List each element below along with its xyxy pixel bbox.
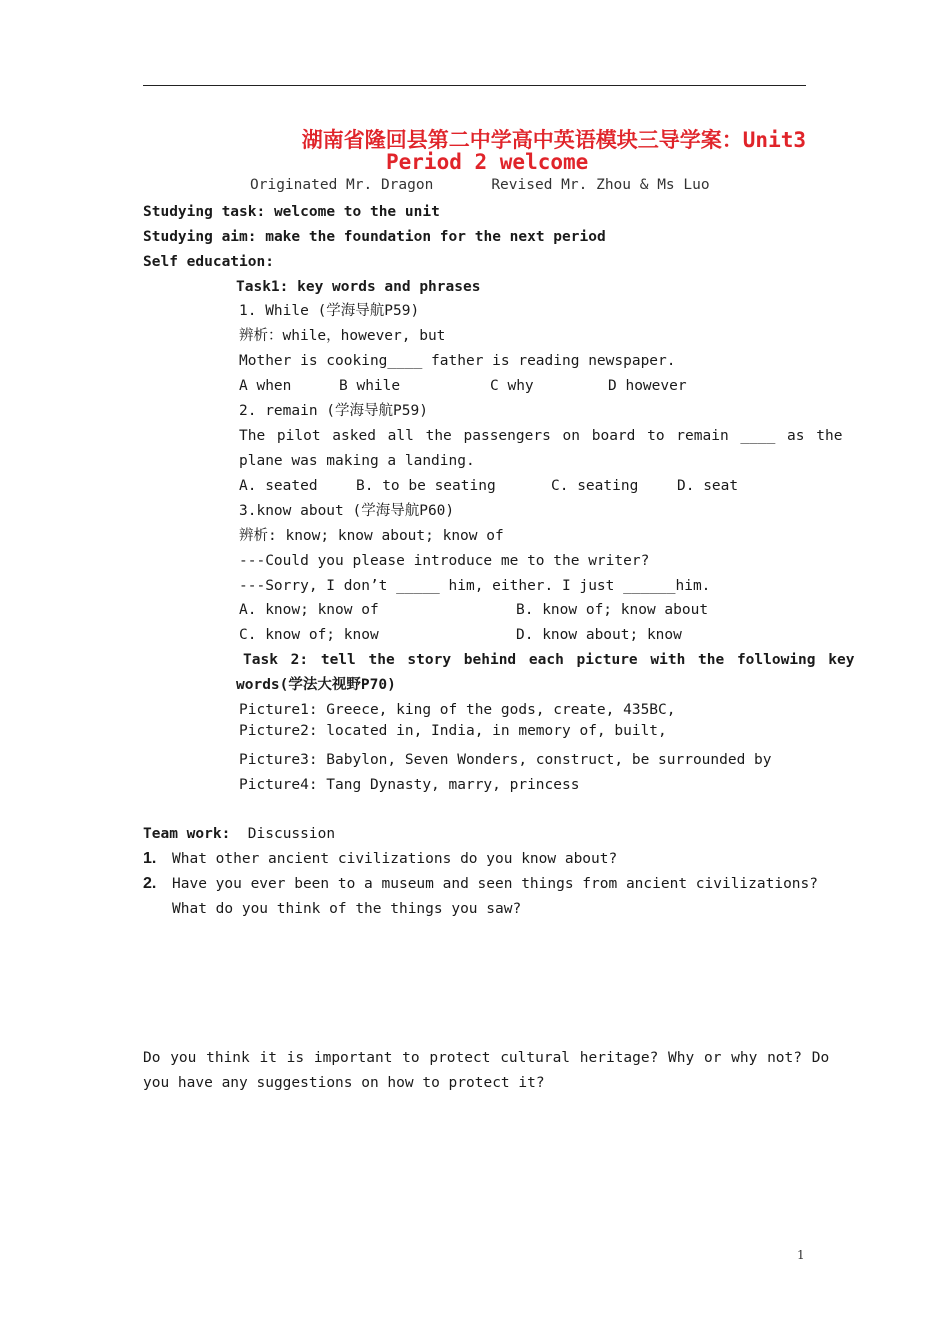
credits (250, 177, 710, 193)
q3-options-row2 (239, 626, 682, 644)
studying-task: Studying task: welcome to the unit (143, 204, 440, 220)
page-title: 湖南省隆回县第二中学高中英语模块三导学案：Unit3 (301, 128, 806, 152)
q2-option-a: A. seated (239, 478, 318, 494)
task1-heading: Task1: key words and phrases (236, 279, 481, 295)
q1-options (239, 377, 687, 395)
q1-option-b: B while (339, 378, 401, 394)
page-subtitle: Period 2 welcome (386, 150, 589, 174)
q2-sentence-1: The pilot asked all the passengers on board to remain ____ as the (239, 428, 843, 444)
q3-option-c: C. know of; know (239, 627, 379, 643)
task2-heading-cont: words(学法大视野P70) (236, 677, 396, 693)
closing-line-1: Do you think it is important to protect cultural heritage? Why or why not? Do (143, 1050, 830, 1066)
q2-options (239, 477, 738, 495)
q3-option-a: A. know; know of (239, 602, 379, 618)
discussion-item-1 (143, 850, 617, 868)
discussion-text-1: What other ancient civilizations do you know about? (172, 851, 618, 867)
q3-line-1: ---Could you please introduce me to the writer? (239, 553, 650, 569)
q3-analysis: 辨析: know; know about; know of (239, 528, 504, 544)
revised-credit: Revised Mr. Zhou & Ms Luo (491, 177, 710, 193)
q2-option-b: B. to be seating (356, 478, 496, 494)
q2-sentence-2: plane was making a landing. (239, 453, 475, 469)
originated-credit: Originated Mr. Dragon (250, 177, 434, 193)
q2-option-c: C. seating (551, 478, 639, 494)
q3-options-row1 (239, 601, 708, 619)
picture-4: Picture4: Tang Dynasty, marry, princess (239, 777, 580, 793)
discussion-num-2: 2. (143, 875, 157, 892)
team-work-label: Team work: (143, 826, 231, 842)
q3-line-2: ---Sorry, I don’t _____ him, either. I just ______him. (239, 578, 711, 594)
picture-3: Picture3: Babylon, Seven Wonders, construct, be surrounded by (239, 752, 772, 768)
discussion-item-2-cont: What do you think of the things you saw? (172, 901, 522, 917)
q1-analysis: 辨析：while，however, but (239, 328, 446, 344)
q1-title: 1. While (学海导航P59) (239, 303, 420, 319)
team-work-value: Discussion (247, 826, 336, 842)
discussion-item-2 (143, 875, 818, 893)
q3-title: 3.know about (学海导航P60) (239, 503, 455, 519)
picture-2: Picture2: located in, India, in memory of, built, (239, 723, 667, 739)
studying-aim: Studying aim: make the foundation for the next period (143, 229, 606, 245)
task2-heading: Task 2: tell the story behind each picture with the following key (243, 652, 855, 668)
discussion-num-1: 1. (143, 850, 157, 867)
discussion-text-2: Have you ever been to a museum and seen things from ancient civilizations? (172, 876, 819, 892)
self-education: Self education: (143, 254, 274, 270)
header-rule (143, 85, 806, 86)
page-number: 1 (797, 1248, 805, 1262)
team-work (143, 825, 335, 843)
q1-option-a: A when (239, 378, 292, 394)
q3-option-b: B. know of; know about (516, 602, 709, 618)
q1-option-c: C why (490, 378, 534, 394)
q3-option-d: D. know about; know (516, 627, 682, 643)
q2-option-d: D. seat (677, 478, 739, 494)
q1-option-d: D however (608, 378, 687, 394)
q1-sentence: Mother is cooking____ father is reading newspaper. (239, 353, 676, 369)
closing-line-2: you have any suggestions on how to protect it? (143, 1075, 545, 1091)
q2-title: 2. remain (学海导航P59) (239, 403, 428, 419)
picture-1: Picture1: Greece, king of the gods, create, 435BC, (239, 702, 676, 718)
